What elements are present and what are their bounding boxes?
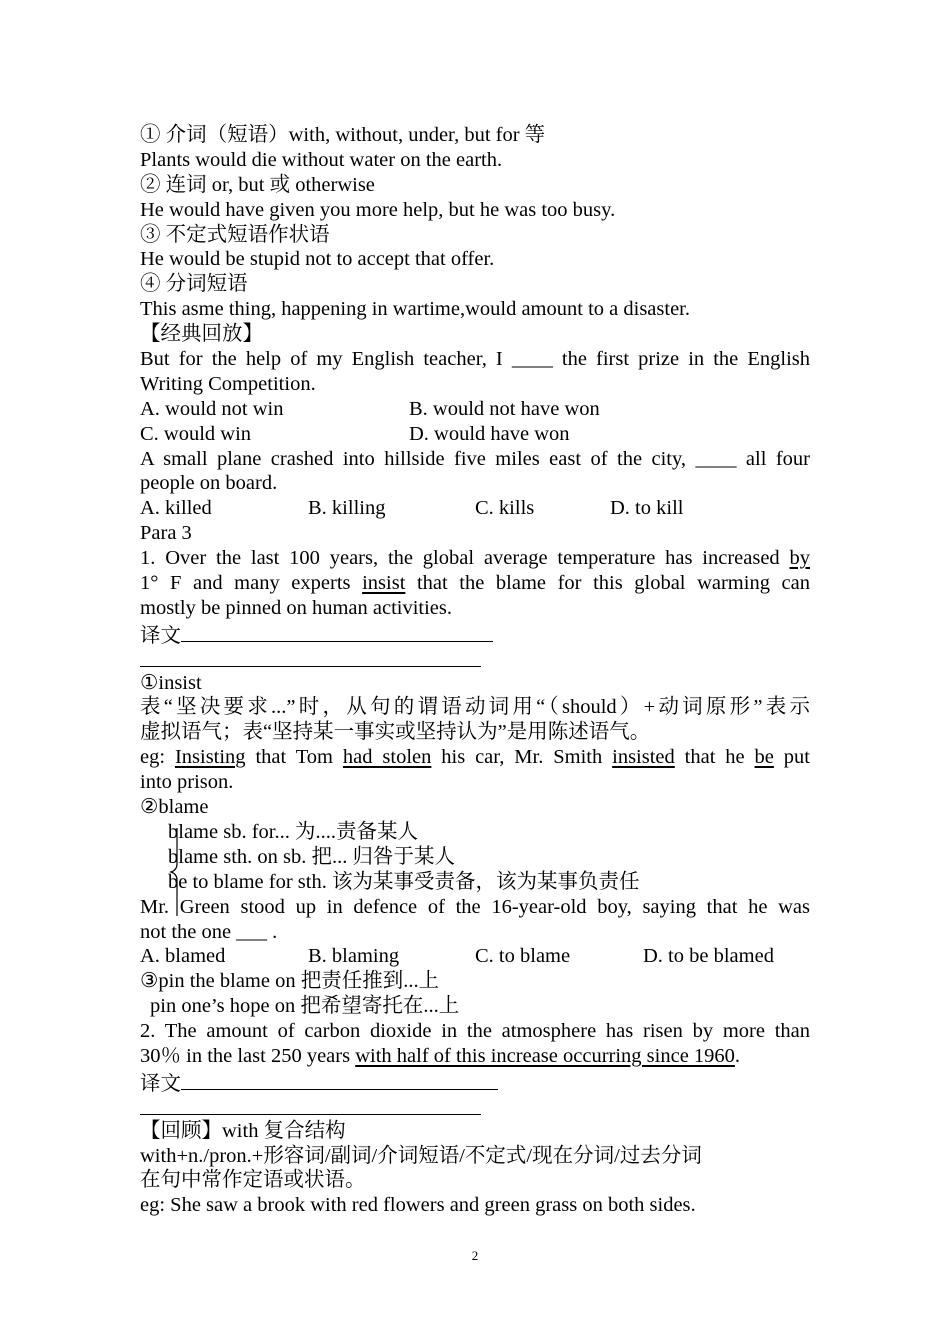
text-line [140, 148, 810, 173]
text-line [140, 1168, 810, 1193]
text-line [140, 671, 810, 696]
answer-option: C. to blame [475, 945, 571, 968]
text-segment: blame sth. on sb. 把... 归咎于某人 [168, 845, 455, 868]
text-line [140, 621, 810, 646]
text-line [140, 322, 810, 347]
text-line [140, 123, 810, 148]
text-segment: 1° F and many experts [140, 572, 363, 595]
text-line [140, 969, 810, 994]
text-segment: But for the help of my English teacher, I ____ the first prize in the English [140, 348, 810, 371]
text-segment: blame sb. for... 为....责备某人 [168, 820, 418, 843]
text-segment: This asme thing, happening in wartime,would amount to a disaster. [140, 298, 690, 321]
text-line [140, 247, 810, 272]
text-line [140, 895, 810, 920]
text-segment: ③pin the blame on 把责任推到...上 [140, 970, 440, 993]
options-row [140, 944, 810, 969]
answer-line [140, 646, 810, 671]
answer-option: A. would not win [140, 397, 284, 420]
text-line [140, 347, 810, 372]
text-line [140, 845, 810, 870]
options-row [140, 422, 810, 447]
text-segment: mostly be pinned on human activities. [140, 596, 453, 619]
text-line [140, 198, 810, 223]
text-segment: with+n./pron.+形容词/副词/介词短语/不定式/现在分词/过去分词 [140, 1144, 702, 1167]
answer-option: A. killed [140, 497, 212, 520]
text-line [140, 1044, 810, 1069]
text-line [140, 521, 810, 546]
text-segment: 1. Over the last 100 years, the global average temperature has increased [140, 547, 790, 570]
underlined-text: with half of this increase occurring since 1960 [355, 1044, 735, 1067]
text-line [140, 272, 810, 297]
text-segment: pin one’s hope on 把希望寄托在...上 [150, 995, 460, 1018]
text-segment: He would be stupid not to accept that offer. [140, 248, 495, 271]
answer-line [140, 1094, 810, 1119]
text-segment: that the blame for this global warming can [405, 572, 810, 595]
answer-option: B. killing [308, 497, 386, 520]
answer-option: D. to kill [610, 497, 684, 520]
text-segment: Para 3 [140, 522, 192, 545]
text-line [140, 994, 810, 1019]
text-segment: Mr. Green stood up in defence of the 16-year-old boy, saying that he was [140, 895, 810, 918]
text-segment: 译文 [140, 1072, 181, 1095]
blank-rule [140, 666, 481, 667]
answer-option: A. blamed [140, 945, 226, 968]
text-segment: ④ 分词短语 [140, 273, 248, 296]
text-line [140, 546, 810, 571]
underlined-text: Insisting [174, 746, 246, 769]
text-line [140, 820, 810, 845]
text-line [140, 870, 810, 895]
text-segment: that Tom [245, 746, 343, 769]
text-line [140, 795, 810, 820]
text-line [140, 1193, 810, 1218]
text-line [140, 447, 810, 472]
text-segment: 表“坚决要求...”时，从句的谓语动词用“（should）+动词原形”表示 [140, 696, 810, 719]
text-line [140, 223, 810, 248]
text-segment: 2. The amount of carbon dioxide in the atmosphere has risen by more than [140, 1020, 810, 1043]
text-line [140, 1069, 810, 1094]
text-segment: ③ 不定式短语作状语 [140, 223, 330, 246]
text-segment: eg: [140, 746, 175, 769]
text-segment: Plants would die without water on the earth. [140, 148, 503, 171]
text-line [140, 173, 810, 198]
options-row [140, 496, 810, 521]
text-line [140, 1144, 810, 1169]
text-segment: Writing Competition. [140, 372, 316, 395]
text-line [140, 596, 810, 621]
text-line [140, 720, 810, 745]
underlined-text: be [754, 746, 774, 769]
text-segment: 虚拟语气；表“坚持某一事实或坚持认为”是用陈述语气。 [140, 721, 651, 744]
text-segment: into prison. [140, 771, 234, 794]
translation-blank [181, 1069, 498, 1090]
text-line [140, 297, 810, 322]
text-segment: 30％ in the last 250 years [140, 1044, 356, 1067]
text-line [140, 471, 810, 496]
text-segment: 译文 [140, 624, 181, 647]
text-line [140, 571, 810, 596]
text-segment: that he [674, 746, 755, 769]
answer-option: D. to be blamed [643, 945, 774, 968]
text-segment: ②blame [140, 796, 209, 819]
text-segment: not the one ___ . [140, 920, 278, 943]
underlined-text: had stolen [342, 746, 432, 769]
text-line [140, 920, 810, 945]
text-segment: ①insist [140, 671, 202, 694]
brace-bracket [168, 826, 188, 918]
text-segment: people on board. [140, 472, 278, 495]
text-segment: 在句中常作定语或状语。 [140, 1169, 366, 1192]
text-line [140, 770, 810, 795]
text-segment: his car, Mr. Smith [431, 746, 613, 769]
answer-option: C. kills [475, 497, 535, 520]
text-segment: be to blame for sth. 该为某事受责备，该为某事负责任 [168, 870, 640, 893]
text-segment: eg: She saw a brook with red flowers and green grass on both sides. [140, 1194, 696, 1217]
answer-option: C. would win [140, 422, 252, 445]
page-number: 2 [471, 1248, 479, 1263]
blank-rule [140, 1114, 481, 1115]
text-segment: . [734, 1044, 741, 1067]
text-segment: 【回顾】with 复合结构 [140, 1119, 346, 1142]
text-line [140, 1019, 810, 1044]
underlined-text: by [789, 547, 810, 570]
text-line [140, 372, 810, 397]
translation-blank [181, 621, 493, 642]
answer-option: B. would not have won [409, 397, 600, 420]
text-line [140, 1119, 810, 1144]
text-segment: He would have given you more help, but he was too busy. [140, 198, 616, 221]
document-body [140, 123, 810, 1218]
text-segment: A small plane crashed into hillside five miles east of the city, ____ all four [140, 447, 810, 470]
text-segment: 【经典回放】 [140, 323, 263, 346]
text-segment: ② 连词 or, but 或 otherwise [140, 173, 375, 196]
answer-option: D. would have won [409, 422, 570, 445]
answer-option: B. blaming [308, 945, 400, 968]
underlined-text: insist [362, 572, 406, 595]
text-segment: ① 介词（短语）with, without, under, but for 等 [140, 124, 546, 146]
text-segment: put [773, 746, 810, 769]
text-line [140, 745, 810, 770]
options-row [140, 397, 810, 422]
underlined-text: insisted [612, 746, 675, 769]
text-line [140, 695, 810, 720]
